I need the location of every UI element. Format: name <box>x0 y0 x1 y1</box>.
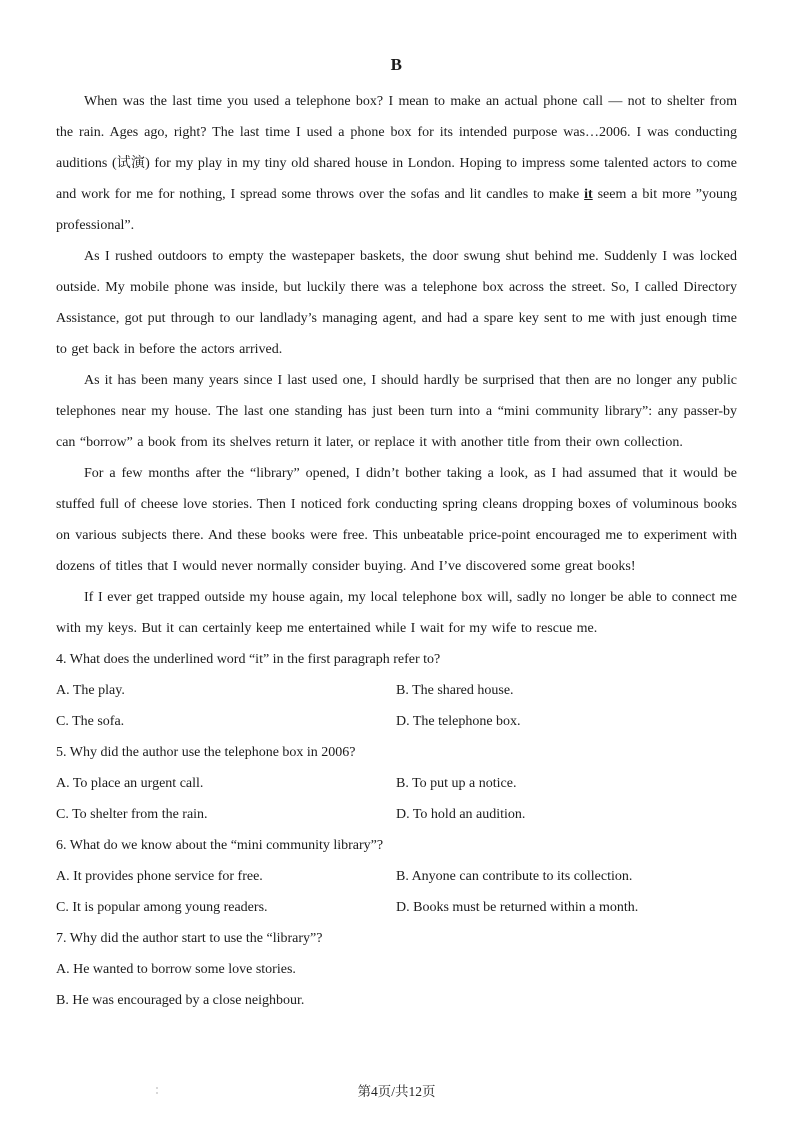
section-title: B <box>390 55 403 74</box>
question-4-option-b: B. The shared house. <box>396 683 514 698</box>
question-6-options-row-2 <box>56 892 737 923</box>
paragraph-1-text-before: When was the last time you used a telephone box? I mean to make an actual phone call — not to shelter from the rain. Ages ago, right? The last time I used a phone box for its intended purpose was…2006. I was conducting auditions (试演) for my play in my tiny old shared house in London. Hoping to impress some talented actors to come and work for me for nothing, I spread some throws over the sofas and lit candles to make <box>56 94 737 202</box>
question-4-options-row-2 <box>56 706 737 737</box>
question-6-option-c: C. It is popular among young readers. <box>56 900 268 915</box>
passage-paragraph-4: For a few months after the “library” opened, I didn’t bother taking a look, as I had assumed that it would be stuffed full of cheese love stories. Then I noticed fork conducting spring cleans dropping boxes of voluminous books on various subjects there. And these books were free. This unbeatable price-point encouraged me to experiment with dozens of titles that I would never normally consider buying. And I’ve discovered some great books! <box>56 466 737 574</box>
question-4-text: 4. What does the underlined word “it” in the first paragraph refer to? <box>56 652 441 667</box>
question-7-text: 7. Why did the author start to use the “library”? <box>56 931 323 946</box>
paragraph-1-text-after: seem a bit more ”young professional”. <box>56 187 737 233</box>
question-6-text: 6. What do we know about the “mini community library”? <box>56 838 384 853</box>
page-number-footer: 第4页/共12页 <box>357 1084 436 1099</box>
question-6-options-row-1 <box>56 861 737 892</box>
question-4-option-d: D. The telephone box. <box>396 714 521 729</box>
passage-paragraph-5: If I ever get trapped outside my house again, my local telephone box will, sadly no longer be able to connect me with my keys. But it can certainly keep me entertained while I wait for my wife to rescue me. <box>56 590 737 636</box>
underlined-word-it: it <box>584 187 593 202</box>
question-5-option-d: D. To hold an audition. <box>396 807 526 822</box>
question-5-text: 5. Why did the author use the telephone box in 2006? <box>56 745 356 760</box>
question-6-option-a: A. It provides phone service for free. <box>56 869 263 884</box>
question-5-option-c: C. To shelter from the rain. <box>56 807 208 822</box>
question-7-option-b: B. He was encouraged by a close neighbour. <box>56 993 305 1008</box>
question-5-option-a: A. To place an urgent call. <box>56 776 204 791</box>
question-5-option-b: B. To put up a notice. <box>396 776 517 791</box>
question-4-options-row-1 <box>56 675 737 706</box>
question-6-option-d: D. Books must be returned within a month. <box>396 900 639 915</box>
question-5-options-row-2 <box>56 799 737 830</box>
question-6-option-b: B. Anyone can contribute to its collection. <box>396 869 633 884</box>
question-4-option-a: A. The play. <box>56 683 125 698</box>
passage-paragraph-3: As it has been many years since I last used one, I should hardly be surprised that then are no longer any public telephones near my house. The last one standing has just been turn into a “mini community library”: any passer-by can “borrow” a book from its shelves return it later, or replace it with another title from their own collection. <box>56 373 737 450</box>
question-7-option-a: A. He wanted to borrow some love stories. <box>56 962 296 977</box>
passage-paragraph-1 <box>56 86 737 241</box>
passage-paragraph-2: As I rushed outdoors to empty the wastepaper baskets, the door swung shut behind me. Suddenly I was locked outside. My mobile phone was inside, but luckily there was a telephone box across the street. So, I called Directory Assistance, got put through to our landlady’s managing agent, and had a spare key sent to me with just enough time to get back in before the actors arrived. <box>56 249 737 357</box>
question-5-options-row-1 <box>56 768 737 799</box>
question-4-option-c: C. The sofa. <box>56 714 125 729</box>
